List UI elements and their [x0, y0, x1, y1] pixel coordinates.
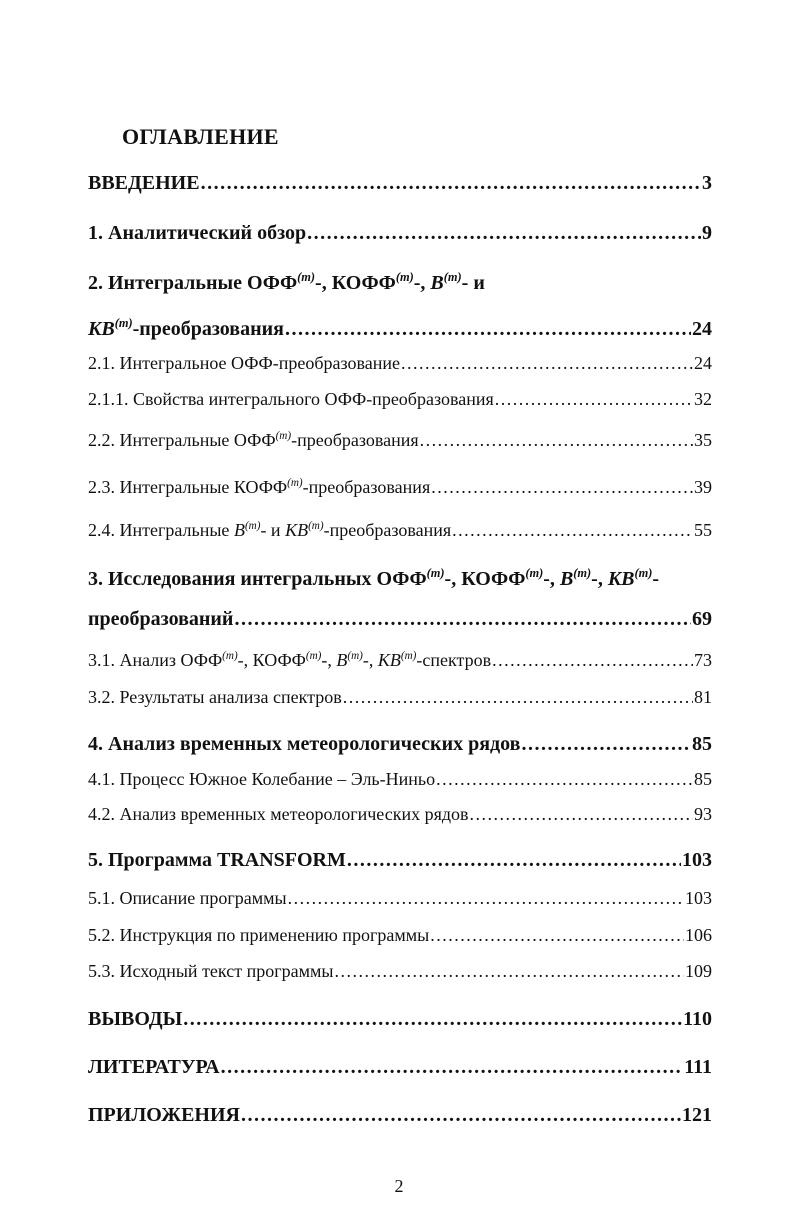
- dot-leader: [334, 961, 684, 982]
- toc-entry-label: 3.2. Результаты анализа спектров: [88, 687, 342, 707]
- toc-entry-label: - и: [461, 272, 485, 294]
- toc-entry-section-2-1-1[interactable]: [88, 389, 712, 410]
- toc-entry-page: 81: [694, 687, 712, 707]
- toc-entry-label: 5.1. Описание программы: [88, 888, 287, 908]
- toc-entry-label: 5.3. Исходный текст программы: [88, 961, 334, 981]
- toc-entry-label: ЛИТЕРАТУРА: [88, 1056, 220, 1078]
- toc-entry-page: 3: [702, 172, 712, 194]
- superscript-m: (m): [400, 650, 417, 663]
- toc-entry-page: 69: [692, 608, 712, 630]
- toc-entry-chapter-3-line-2[interactable]: [88, 608, 712, 631]
- dot-leader: [288, 888, 684, 909]
- toc-entry-label: 2.3. Интегральные КОФФ$^{(m)}$-преобразования: [88, 477, 431, 497]
- dot-leader: [430, 925, 684, 946]
- superscript-m: (m): [222, 650, 238, 663]
- toc-entry-page: 106: [685, 925, 712, 945]
- superscript-m: (m): [275, 430, 292, 443]
- toc-entry-section-5-1[interactable]: [88, 888, 712, 909]
- toc-entry-chapter-2-line-2[interactable]: [88, 318, 712, 341]
- toc-heading: ОГЛАВЛЕНИЕ: [122, 124, 279, 149]
- toc-entry-label: ПРИЛОЖЕНИЯ: [88, 1104, 240, 1126]
- toc-entry-label: 4. Анализ временных метеорологических рядов: [88, 733, 521, 755]
- toc-entry-page: 32: [694, 389, 712, 409]
- toc-entry-label: ВЫВОДЫ: [88, 1008, 183, 1030]
- dot-leader: [436, 769, 693, 790]
- toc-entry-label: 3.1. Анализ ОФФ$^{(m)}$-, КОФФ$^{(m)}$-, $B^{(m)}-$, KB$^{(m)}$-спектров: [88, 650, 492, 670]
- dot-leader: [420, 430, 693, 451]
- dot-leader: [401, 353, 693, 374]
- toc-entry-appendices[interactable]: [88, 1104, 712, 1127]
- dot-leader: [241, 1104, 681, 1127]
- toc-entry-intro[interactable]: [88, 172, 712, 195]
- toc-entry-section-3-1[interactable]: [88, 650, 712, 671]
- toc-entry-chapter-2-line-1[interactable]: [88, 272, 485, 295]
- toc-entry-label: 2.2. Интегральные ОФФ$^{(m)}$-преобразования: [88, 430, 419, 450]
- toc-entry-label: -,: [413, 272, 431, 294]
- toc-entry-section-2-3[interactable]: [88, 477, 712, 498]
- variable-kb: KB: [285, 520, 309, 540]
- superscript-m: (m): [244, 520, 261, 533]
- toc-entry-section-2-2[interactable]: [88, 430, 712, 451]
- toc-entry-section-5-3[interactable]: [88, 961, 712, 982]
- toc-entry-label: KB$^{(m)}$-преобразования: [88, 316, 284, 340]
- toc-entry-label: преобразований: [88, 608, 234, 630]
- toc-entry-section-4-1[interactable]: [88, 769, 712, 790]
- toc-entry-page: 24: [692, 318, 712, 340]
- page-number: 2: [394, 1176, 404, 1196]
- superscript-m: (m): [308, 520, 324, 533]
- toc-entry-page: 85: [694, 769, 712, 789]
- toc-entry-page: 39: [694, 477, 712, 497]
- toc-entry-label: 1. Аналитический обзор: [88, 222, 307, 244]
- variable-b: B: [559, 568, 574, 590]
- superscript-m: (m): [114, 316, 133, 331]
- toc-entry-page: 24: [694, 353, 712, 373]
- toc-entry-page: 85: [692, 733, 712, 755]
- toc-entry-page: 93: [694, 804, 712, 824]
- toc-entry-label: 5. Программа TRANSFORM: [88, 849, 346, 871]
- toc-entry-label: 4.1. Процесс Южное Колебание – Эль-Ниньо: [88, 769, 436, 789]
- dot-leader: [343, 687, 693, 708]
- toc-entry-page: 73: [694, 650, 712, 670]
- toc-entry-conclusions[interactable]: [88, 1008, 712, 1031]
- variable-b: B: [233, 520, 245, 540]
- toc-entry-page: 109: [685, 961, 712, 981]
- toc-entry-label: 2.1. Интегральное ОФФ-преобразование: [88, 353, 400, 373]
- dot-leader: [307, 222, 701, 245]
- toc-entry-section-4-2[interactable]: [88, 804, 712, 825]
- toc-entry-page: 103: [682, 849, 712, 871]
- toc-entry-label: 2. Интегральные ОФФ: [88, 272, 298, 294]
- dot-leader: [431, 477, 693, 498]
- superscript-m: (m): [525, 566, 544, 581]
- dot-leader: [495, 389, 693, 410]
- superscript-m: (m): [573, 566, 592, 581]
- dot-leader: [221, 1056, 684, 1079]
- toc-entry-section-5-2[interactable]: [88, 925, 712, 946]
- toc-entry-page: 9: [702, 222, 712, 244]
- toc-entry-chapter-1[interactable]: [88, 222, 712, 245]
- dot-leader: [183, 1008, 682, 1031]
- superscript-m: (m): [287, 477, 303, 490]
- toc-entry-section-3-2[interactable]: [88, 687, 712, 708]
- toc-entry-section-2-1[interactable]: [88, 353, 712, 374]
- toc-entry-chapter-5[interactable]: [88, 849, 712, 872]
- toc-entry-label: -, КОФФ: [315, 272, 396, 294]
- toc-entry-section-2-4[interactable]: [88, 520, 712, 541]
- superscript-m: (m): [395, 270, 414, 285]
- dot-leader: [470, 804, 693, 825]
- variable-b: B: [430, 272, 444, 294]
- toc-entry-label: ВВЕДЕНИЕ: [88, 172, 200, 194]
- superscript-m: (m): [443, 270, 462, 285]
- toc-entry-chapter-4[interactable]: [88, 733, 712, 756]
- toc-entry-page: 121: [682, 1104, 712, 1126]
- variable-kb: KB: [607, 568, 635, 590]
- dot-leader: [285, 318, 691, 341]
- toc-entry-chapter-3-line-1[interactable]: 3. Исследования интегральных ОФФ$^{(m)}$-, КОФФ$^{(m)}$-, $B^{(m)}-$, KB$^{(m)}$-: [88, 566, 660, 590]
- toc-entry-label: 4.2. Анализ временных метеорологических рядов: [88, 804, 469, 824]
- toc-entry-page: 110: [683, 1008, 712, 1030]
- dot-leader: [492, 650, 693, 671]
- toc-entry-label: 2.4. Интегральные $B^{(m)}-$ и KB$^{(m)}$-преобразования: [88, 520, 452, 540]
- superscript-m: (m): [297, 270, 316, 285]
- toc-entry-label: 2.1.1. Свойства интегрального ОФФ-преобразования: [88, 389, 494, 409]
- dot-leader: [347, 849, 681, 872]
- variable-kb: KB: [377, 650, 401, 670]
- dot-leader: [521, 733, 691, 756]
- variable-b: B: [336, 650, 348, 670]
- toc-entry-label: 5.2. Инструкция по применению программы: [88, 925, 430, 945]
- variable-kb: KB: [88, 318, 115, 340]
- dot-leader: [452, 520, 693, 541]
- superscript-m: (m): [347, 650, 363, 663]
- dot-leader: [201, 172, 701, 195]
- toc-entry-page: 111: [684, 1056, 712, 1078]
- toc-entry-page: 103: [685, 888, 712, 908]
- superscript-m: (m): [305, 650, 322, 663]
- toc-entry-page: 55: [694, 520, 712, 540]
- toc-entry-page: 35: [694, 430, 712, 450]
- dot-leader: [234, 608, 691, 631]
- superscript-m: (m): [426, 566, 445, 581]
- superscript-m: (m): [634, 566, 653, 581]
- toc-entry-literature[interactable]: [88, 1056, 712, 1079]
